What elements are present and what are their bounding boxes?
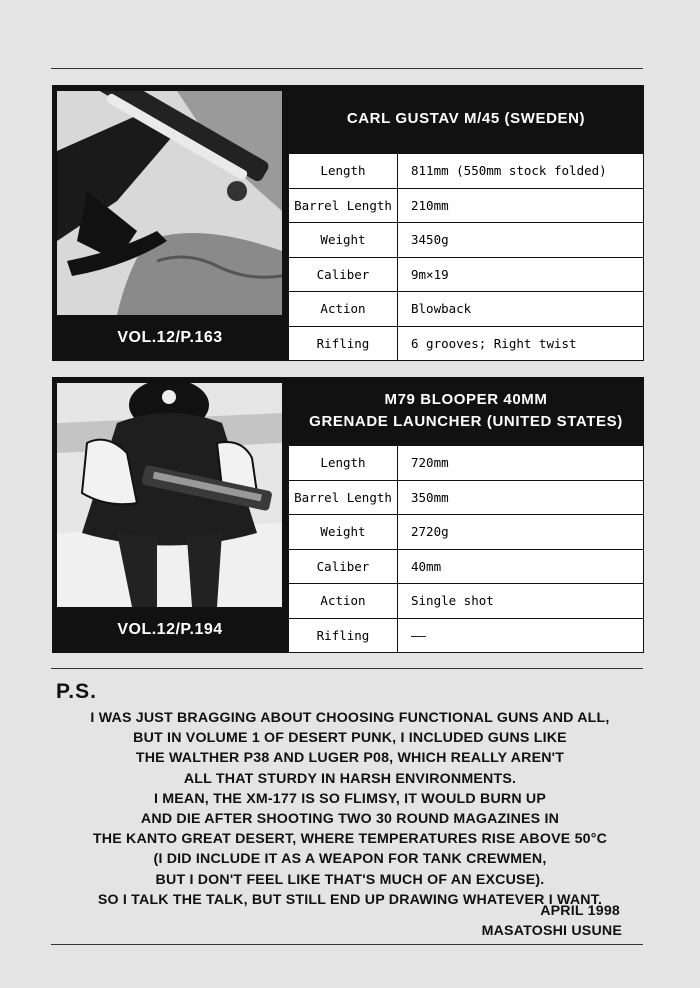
spec-value: 40mm <box>398 549 644 584</box>
weapon-card-m79 <box>52 377 644 653</box>
spec-key: Action <box>289 292 398 327</box>
spec-value: 9m×19 <box>398 257 644 292</box>
ps-body <box>40 708 660 910</box>
spec-row <box>289 154 644 189</box>
spec-row <box>289 584 644 619</box>
weapon-card-carl-gustav <box>52 85 644 361</box>
weapon-title <box>288 377 644 445</box>
spec-key: Caliber <box>289 257 398 292</box>
spec-key: Rifling <box>289 326 398 361</box>
weapon-title <box>288 85 644 153</box>
spec-value: 350mm <box>398 480 644 515</box>
spec-row <box>289 549 644 584</box>
spec-value: Blowback <box>398 292 644 327</box>
ps-line: I MEAN, THE XM-177 IS SO FLIMSY, IT WOULD BURN UP <box>153 790 547 807</box>
volume-page-reference: VOL.12/P.194 <box>117 621 223 638</box>
ps-line: BUT I DON'T FEEL LIKE THAT'S MUCH OF AN EXCUSE). <box>155 871 545 888</box>
spec-row <box>289 446 644 481</box>
top-rule <box>51 68 643 69</box>
spec-value: 720mm <box>398 446 644 481</box>
spec-row <box>289 480 644 515</box>
spec-value: 3450g <box>398 223 644 258</box>
spec-table <box>288 153 644 361</box>
spec-value: 2720g <box>398 515 644 550</box>
spec-key: Weight <box>289 515 398 550</box>
ps-line: AND DIE AFTER SHOOTING TWO 30 ROUND MAGAZINES IN <box>140 811 560 828</box>
ps-heading: P.S. <box>56 680 97 703</box>
spec-value: 6 grooves; Right twist <box>398 326 644 361</box>
spec-row <box>289 292 644 327</box>
spec-row <box>289 257 644 292</box>
spec-row <box>289 618 644 653</box>
spec-key: Barrel Length <box>289 480 398 515</box>
ps-line: ALL THAT STURDY IN HARSH ENVIRONMENTS. <box>183 770 517 787</box>
spec-value: —— <box>398 618 644 653</box>
volume-page-reference: VOL.12/P.163 <box>117 329 223 346</box>
spec-key: Length <box>289 446 398 481</box>
spec-row <box>289 515 644 550</box>
ps-line: (I DID INCLUDE IT AS A WEAPON FOR TANK CREWMEN, <box>153 851 547 868</box>
ps-line: THE WALTHER P38 AND LUGER P08, WHICH REALLY AREN'T <box>135 750 565 767</box>
weapon-title-line: M79 BLOOPER 40MM <box>384 391 548 408</box>
spec-key: Weight <box>289 223 398 258</box>
spec-table <box>288 445 644 653</box>
spec-value: 210mm <box>398 188 644 223</box>
spec-key: Action <box>289 584 398 619</box>
ps-date: APRIL 1998 <box>540 903 620 919</box>
ps-author: MASATOSHI USUNE <box>481 923 622 939</box>
spec-row <box>289 223 644 258</box>
grenade-launcher-illustration <box>57 383 282 607</box>
submachine-gun-illustration <box>57 91 282 315</box>
weapon-title-line: CARL GUSTAV M/45 (SWEDEN) <box>346 110 586 127</box>
middle-rule <box>51 668 643 669</box>
spec-value: Single shot <box>398 584 644 619</box>
spec-value: 811mm (550mm stock folded) <box>398 154 644 189</box>
spec-key: Caliber <box>289 549 398 584</box>
bottom-rule <box>51 944 643 945</box>
ps-line: SO I TALK THE TALK, BUT STILL END UP DRAWING WHATEVER I WANT. <box>97 891 603 908</box>
spec-key: Length <box>289 154 398 189</box>
spec-row <box>289 326 644 361</box>
spec-key: Rifling <box>289 618 398 653</box>
spec-key: Barrel Length <box>289 188 398 223</box>
ps-line: I WAS JUST BRAGGING ABOUT CHOOSING FUNCTIONAL GUNS AND ALL, <box>90 710 610 726</box>
ps-line: BUT IN VOLUME 1 OF DESERT PUNK, I INCLUDED GUNS LIKE <box>133 730 567 747</box>
spec-row <box>289 188 644 223</box>
ps-line: THE KANTO GREAT DESERT, WHERE TEMPERATURES RISE ABOVE 50°C <box>92 831 608 848</box>
weapon-title-line: GRENADE LAUNCHER (UNITED STATES) <box>309 413 623 430</box>
